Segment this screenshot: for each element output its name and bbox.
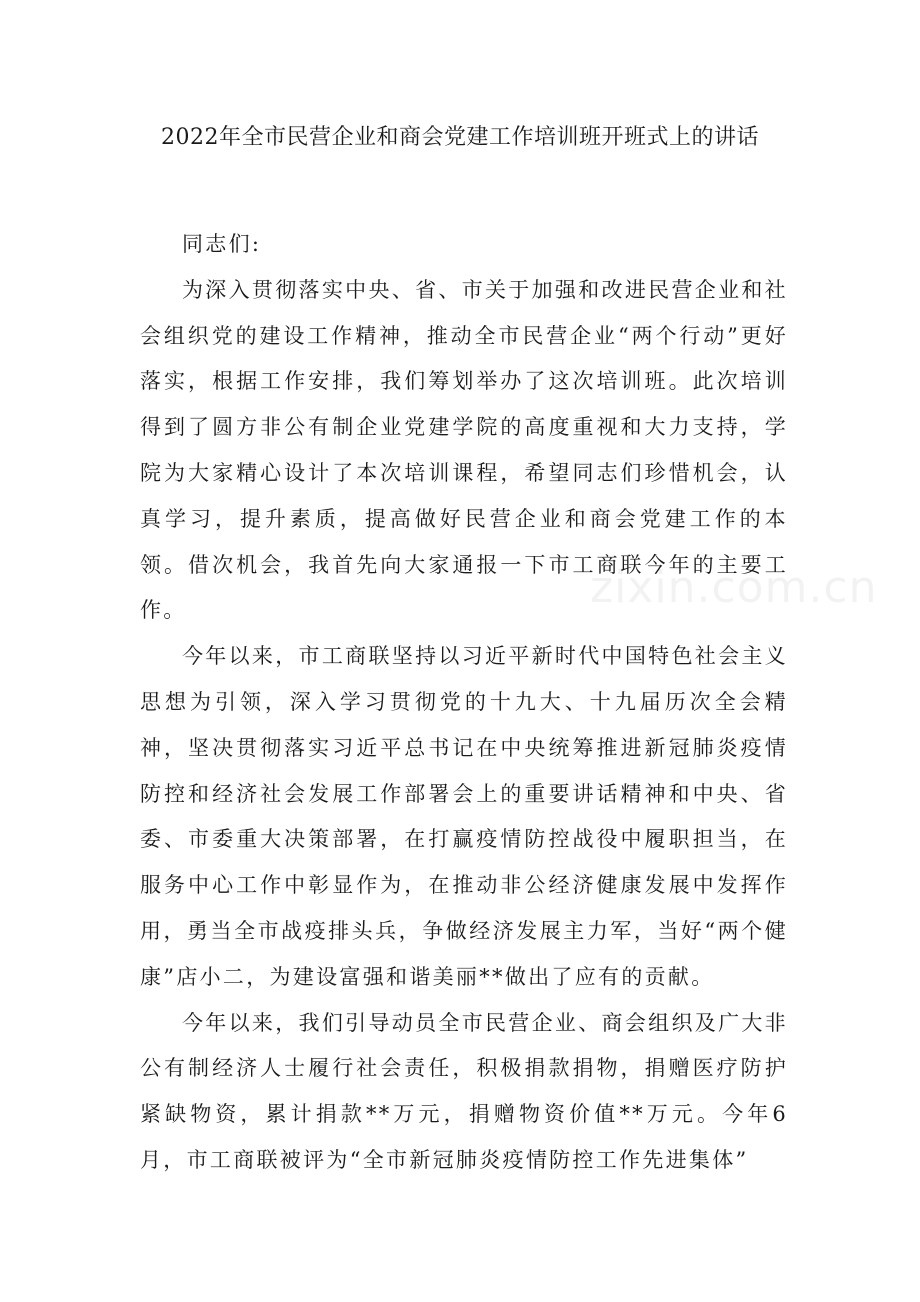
salutation: 同志们: (182, 232, 262, 256)
document-title: 2022年全市民营企业和商会党建工作培训班开班式上的讲话 (161, 125, 759, 150)
paragraph-1: 为深入贯彻落实中央、省、市关于加强和改进民营企业和社会组织党的建设工作精神，推动全市民营企业“两个行动”更好落实，根据工作安排，我们筹划举办了这次培训班。此次培训得到了圆方非公有制企业党建学院的高度重视和大力支持，学院为大家精心设计了本次培训课程，希望同志们珍惜机会，认真学习，提升素质，提高做好民营企业和商会党建工作的本领。借次机会，我首先向大家通报一下市工商联今年的主要工作。 (140, 277, 788, 623)
document-body (140, 222, 788, 1184)
paragraph-3: 今年以来，我们引导动员全市民营企业、商会组织及广大非公有制经济人士履行社会责任，积极捐款捐物，捐赠医疗防护紧缺物资，累计捐款**万元，捐赠物资价值**万元。今年6月，市工商联被评为“全市新冠肺炎疫情防控工作先进集体” (140, 1010, 788, 1172)
paragraph-2: 今年以来，市工商联坚持以习近平新时代中国特色社会主义思想为引领，深入学习贯彻党的十九大、十九届历次全会精神，坚决贯彻落实习近平总书记在中央统筹推进新冠肺炎疫情防控和经济社会发展工作部署会上的重要讲话精神和中央、省委、市委重大决策部署，在打赢疫情防控战役中履职担当，在服务中心工作中彰显作为，在推动非公经济健康发展中发挥作用，勇当全市战疫排头兵，争做经济发展主力军，当好“两个健康”店小二，为建设富强和谐美丽**做出了应有的贡献。 (140, 644, 788, 989)
watermark-logo: zixin.com.cn (590, 562, 878, 613)
